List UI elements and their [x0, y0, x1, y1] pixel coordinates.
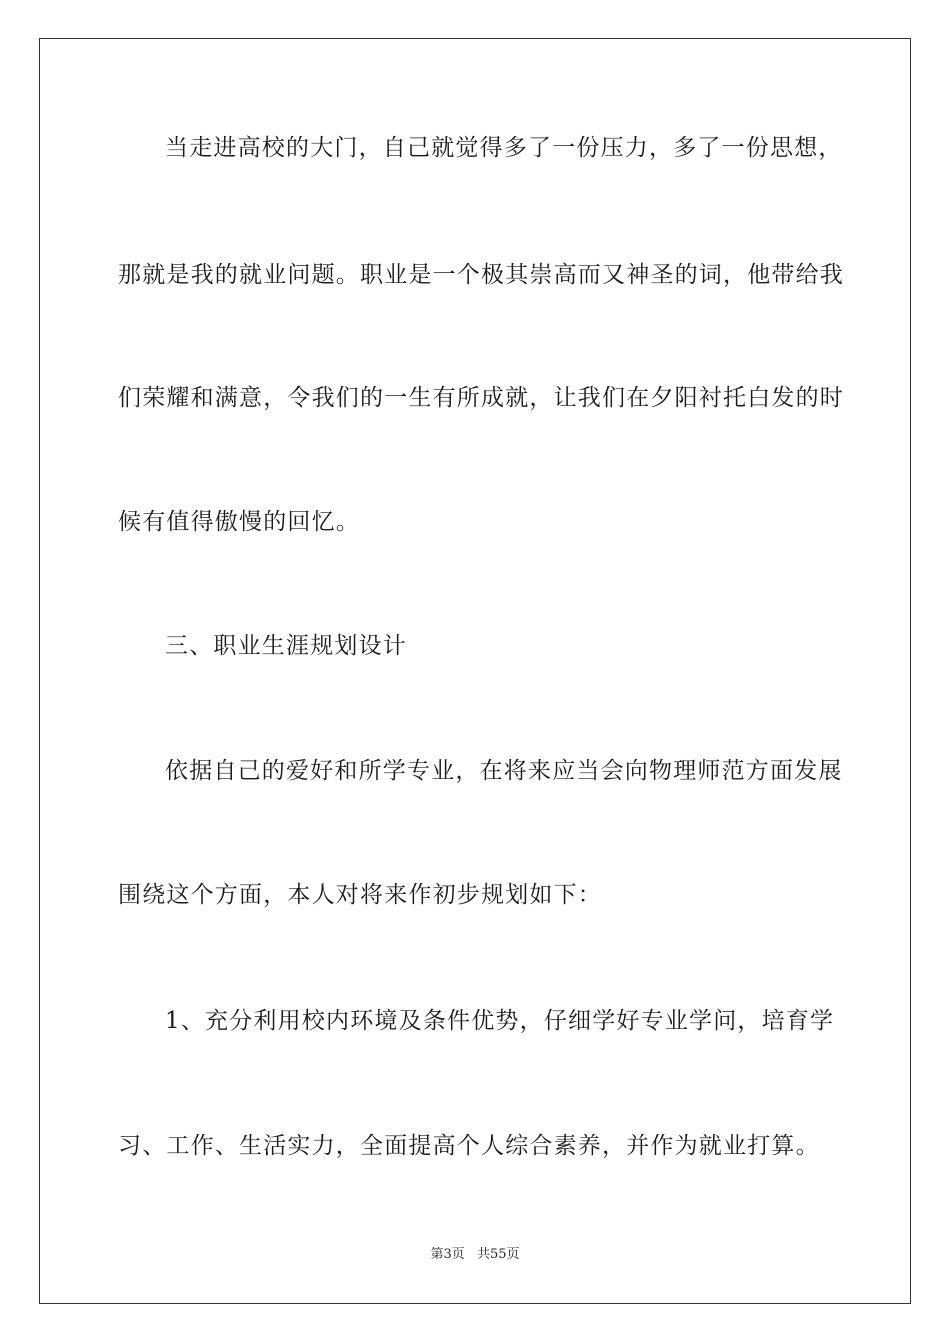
paragraph-line: 当走进高校的大门，自己就觉得多了一份压力，多了一份思想，: [165, 135, 843, 161]
page-total: 共55页: [476, 1247, 520, 1262]
list-item-line: 1、充分利用校内环境及条件优势，仔细学好专业学问，培育学: [165, 1008, 835, 1034]
paragraph-line: 依据自己的爱好和所学专业，在将来应当会向物理师范方面发展: [165, 758, 843, 784]
list-item-line: 习、工作、生活实力，全面提高个人综合素养，并作为就业打算。: [118, 1133, 820, 1159]
section-heading: 三、职业生涯规划设计: [165, 633, 407, 659]
page-border: [39, 38, 911, 1304]
paragraph-line: 那就是我的就业问题。职业是一个极其崇高而又神圣的词，他带给我: [118, 262, 844, 288]
paragraph-line: 们荣耀和满意，令我们的一生有所成就，让我们在夕阳衬托白发的时: [118, 385, 844, 411]
paragraph-line: 围绕这个方面，本人对将来作初步规划如下：: [118, 882, 602, 908]
page-number: 第3页: [430, 1247, 465, 1262]
page-footer: [0, 1246, 950, 1264]
paragraph-line: 候有值得傲慢的回忆。: [118, 509, 360, 535]
